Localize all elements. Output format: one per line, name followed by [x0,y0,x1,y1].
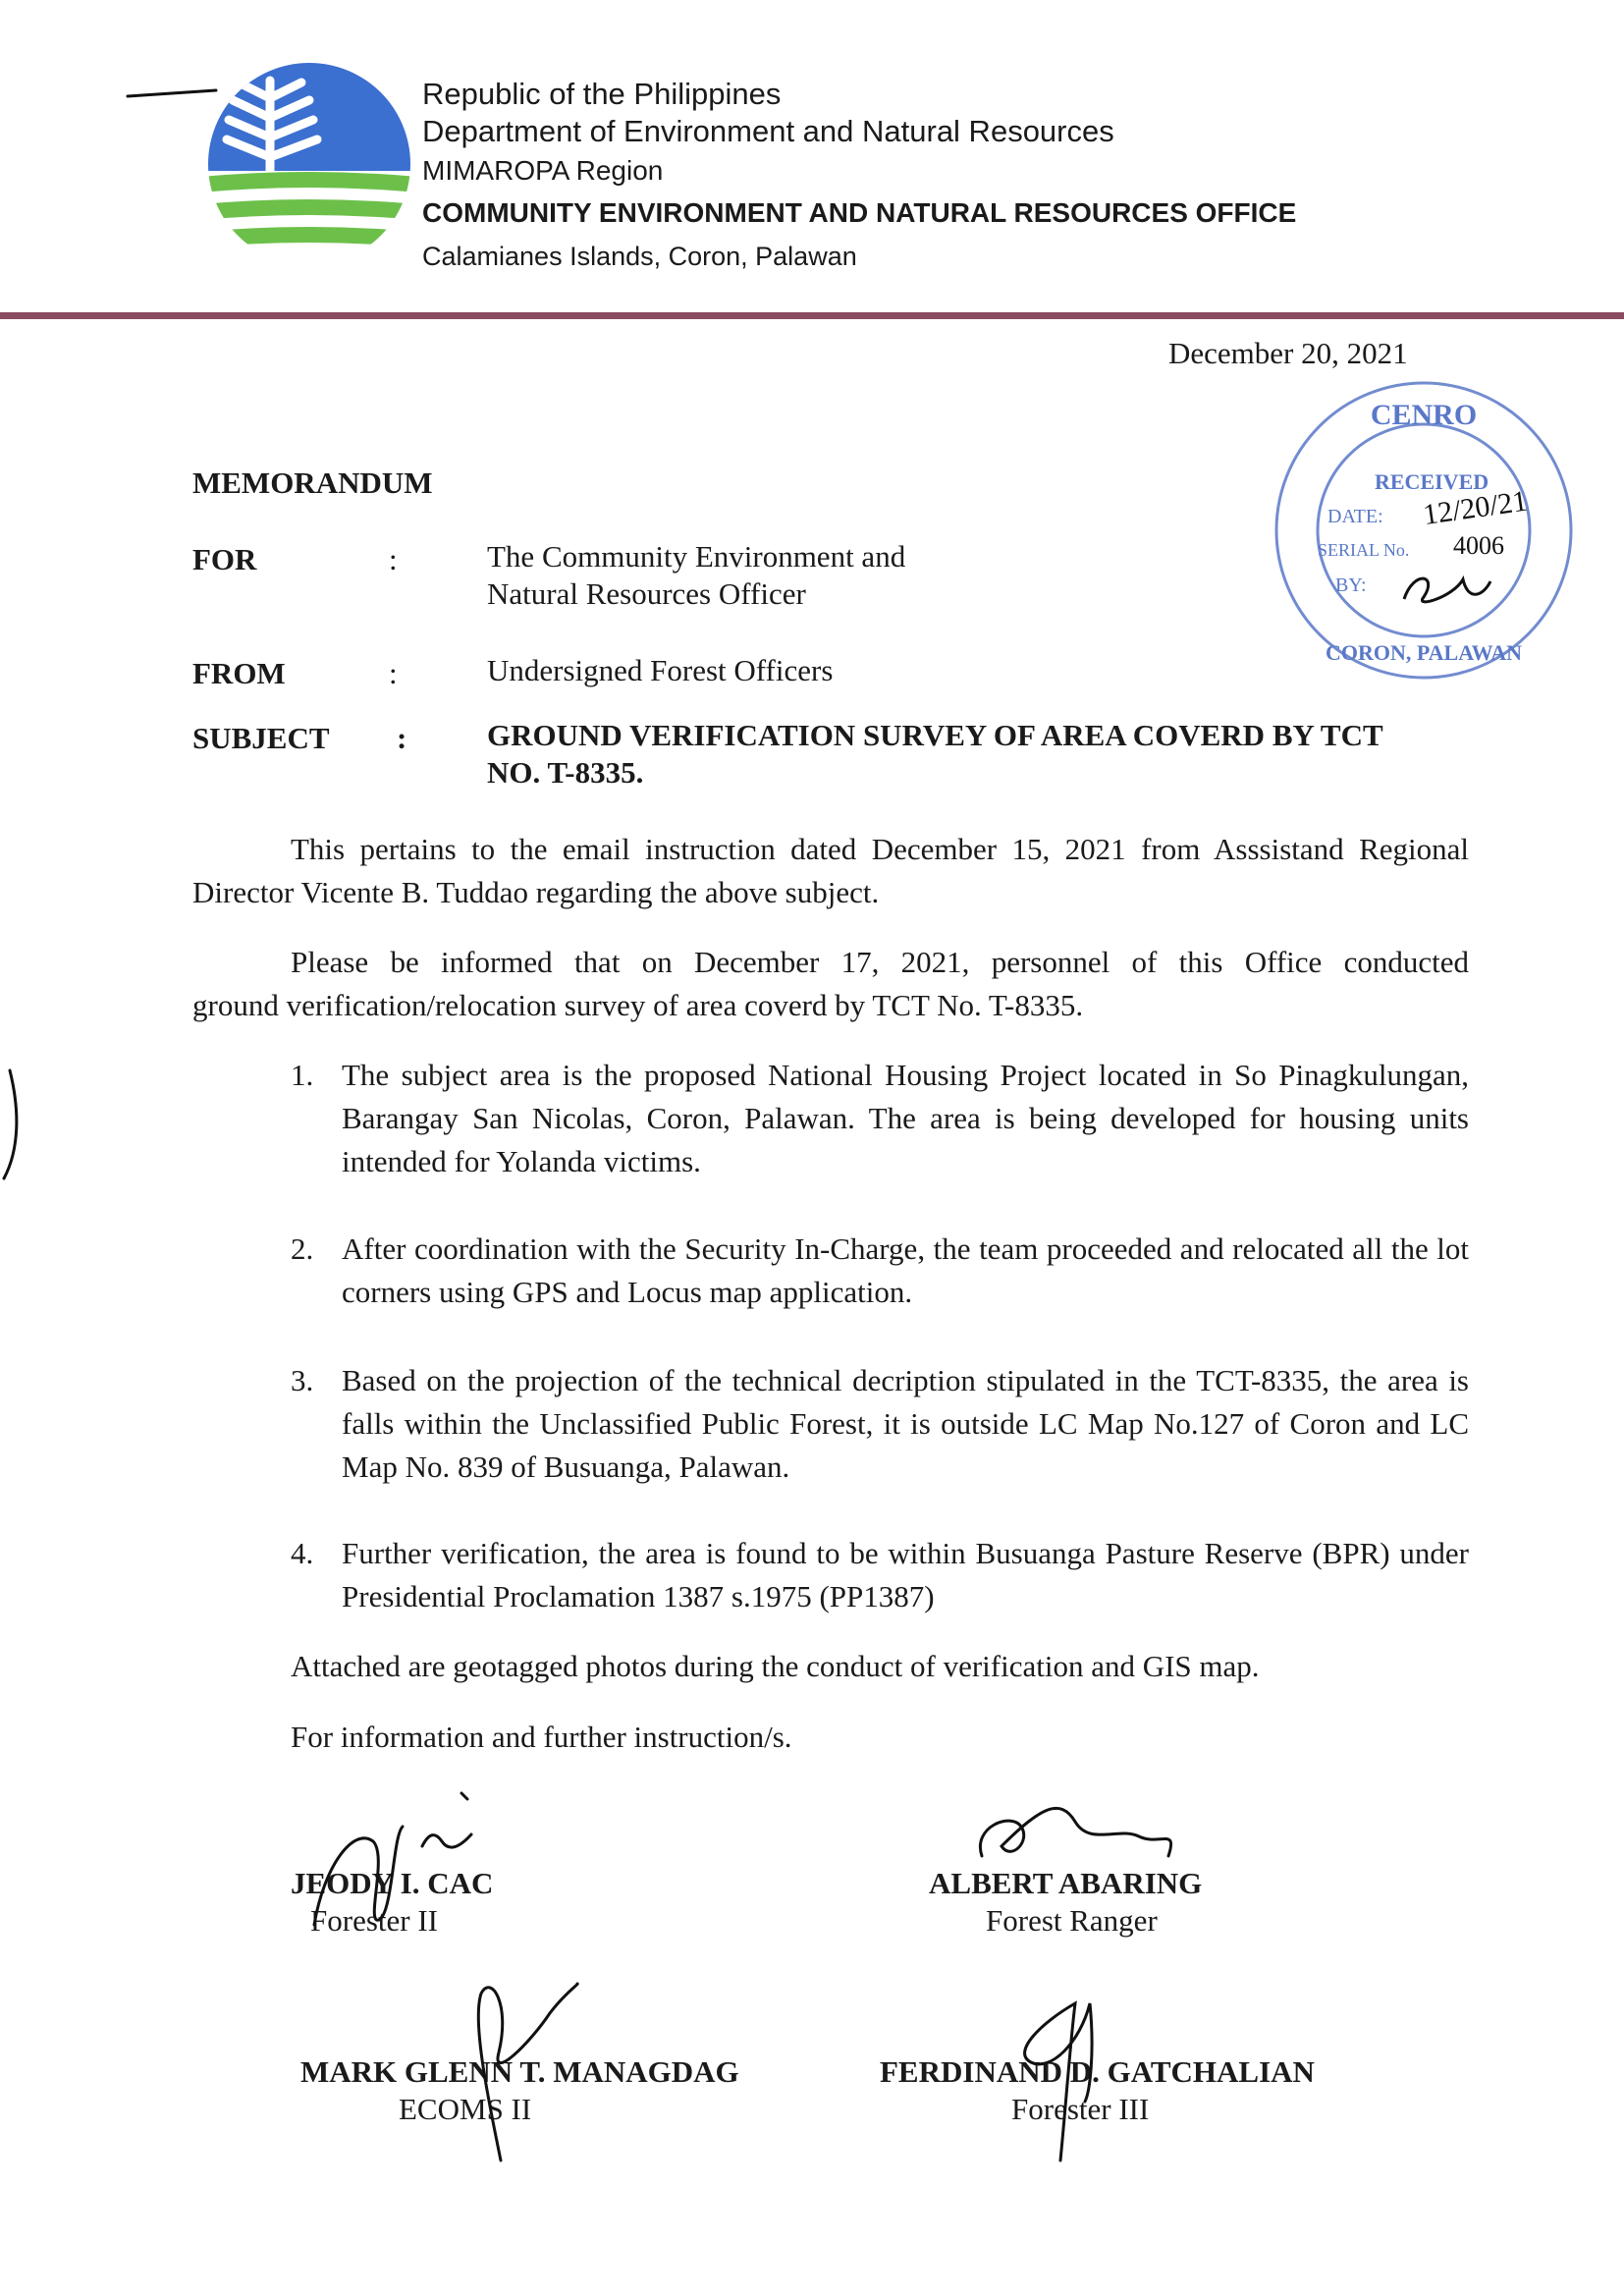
list-item-1-number: 1. [291,1058,314,1092]
for-value-line1: The Community Environment and [487,539,906,574]
subject-label: SUBJECT [192,721,330,755]
list-item-1-text: The subject area is the proposed National Housing Project located in So Pinagkulungan, Barangay San Nicolas, Coron, Palawan. The area is being developed for housing units intended for Yolanda victims. [342,1058,1469,1178]
signature-2 [980,1808,1170,1856]
from-value: Undersigned Forest Officers [487,653,834,687]
list-item-2-text: After coordination with the Security In-Charge, the team proceeded and relocated all the lot corners using GPS and Locus map application. [342,1231,1469,1309]
signatory-3-title: ECOMS II [399,2092,532,2126]
signatory-1-title: Forester II [310,1903,438,1938]
paragraph-1-line1: This pertains to the email instruction dated December 15, 2021 from Asssistand Regional [291,832,1469,866]
letterhead-country: Republic of the Philippines [422,77,782,111]
list-item-3-text: Based on the projection of the technical decription stipulated in the TCT-8335, the area is falls within the Unclassified Public Forest, it is outside LC Map No.127 of Coron and LC Map No. 839 of Busuanga, Palawan. [342,1363,1469,1484]
signatory-1-name: JEODY I. CAC [291,1866,494,1900]
signatory-4-name: FERDINAND D. GATCHALIAN [880,2054,1315,2089]
list-item-1 [291,1054,1469,1183]
stamp-initials-signature [1404,578,1490,602]
paragraph-2-line1: Please be informed that on December 17, 2021, personnel of this Office conducted [291,945,1469,979]
letterhead-department: Department of Environment and Natural Resources [422,114,1114,148]
attached-note: Attached are geotagged photos during the conduct of verification and GIS map. [291,1649,1260,1683]
received-stamp [1267,373,1581,687]
subject-value-line1: GROUND VERIFICATION SURVEY OF AREA COVERD BY TCT [487,718,1383,752]
stamp-ring-bottom: CORON, PALAWAN [1325,640,1523,665]
letterhead-office: COMMUNITY ENVIRONMENT AND NATURAL RESOURCES OFFICE [422,197,1297,228]
letterhead-region: MIMAROPA Region [422,155,664,186]
paragraph-2 [192,941,1469,1027]
for-value-line2: Natural Resources Officer [487,576,806,611]
denr-logo [201,61,417,267]
signatory-2-title: Forest Ranger [986,1903,1158,1938]
paragraph-2-line2: ground verification/relocation survey of area coverd by TCT No. T-8335. [192,988,1084,1022]
for-label: FOR [192,542,257,576]
list-item-4-number: 4. [291,1536,314,1570]
signatory-2-name: ALBERT ABARING [929,1866,1203,1900]
letterhead-address: Calamianes Islands, Coron, Palawan [422,242,857,271]
paragraph-1 [192,828,1469,914]
stamp-date-label: DATE: [1327,506,1383,527]
list-item-2 [291,1228,1469,1314]
memo-title: MEMORANDUM [192,465,433,500]
from-colon: : [389,656,398,690]
for-value [487,538,905,613]
from-label: FROM [192,656,286,690]
subject-colon: : [397,721,407,755]
stamp-serial-value: 4006 [1453,531,1504,560]
signatory-3-name: MARK GLENN T. MANAGDAG [300,2054,739,2089]
stamp-ring-top: CENRO [1370,399,1478,431]
stamp-date-value: 12/20/21 [1421,484,1530,532]
subject-value-line2: NO. T-8335. [487,755,644,790]
stamp-by-label: BY: [1335,574,1367,596]
subject-value [487,717,1479,792]
header-rule [0,312,1624,319]
closing-note: For information and further instruction/s. [291,1720,792,1754]
stamp-serial-label: SERIAL No. [1318,540,1410,560]
list-item-3-number: 3. [291,1363,314,1397]
list-item-3 [291,1359,1469,1489]
memo-date: December 20, 2021 [1168,336,1408,370]
for-colon: : [389,542,398,576]
margin-mark [4,1070,17,1178]
list-item-4 [291,1532,1469,1618]
signatory-4-title: Forester III [1011,2092,1150,2126]
stamp-received: RECEIVED [1375,469,1489,494]
paragraph-1-line2: Director Vicente B. Tuddao regarding the above subject. [192,875,880,909]
list-item-4-text: Further verification, the area is found to be within Busuanga Pasture Reserve (BPR) under Presidential Proclamation 1387 s.1975 (PP1387) [342,1536,1469,1613]
list-item-2-number: 2. [291,1231,314,1266]
